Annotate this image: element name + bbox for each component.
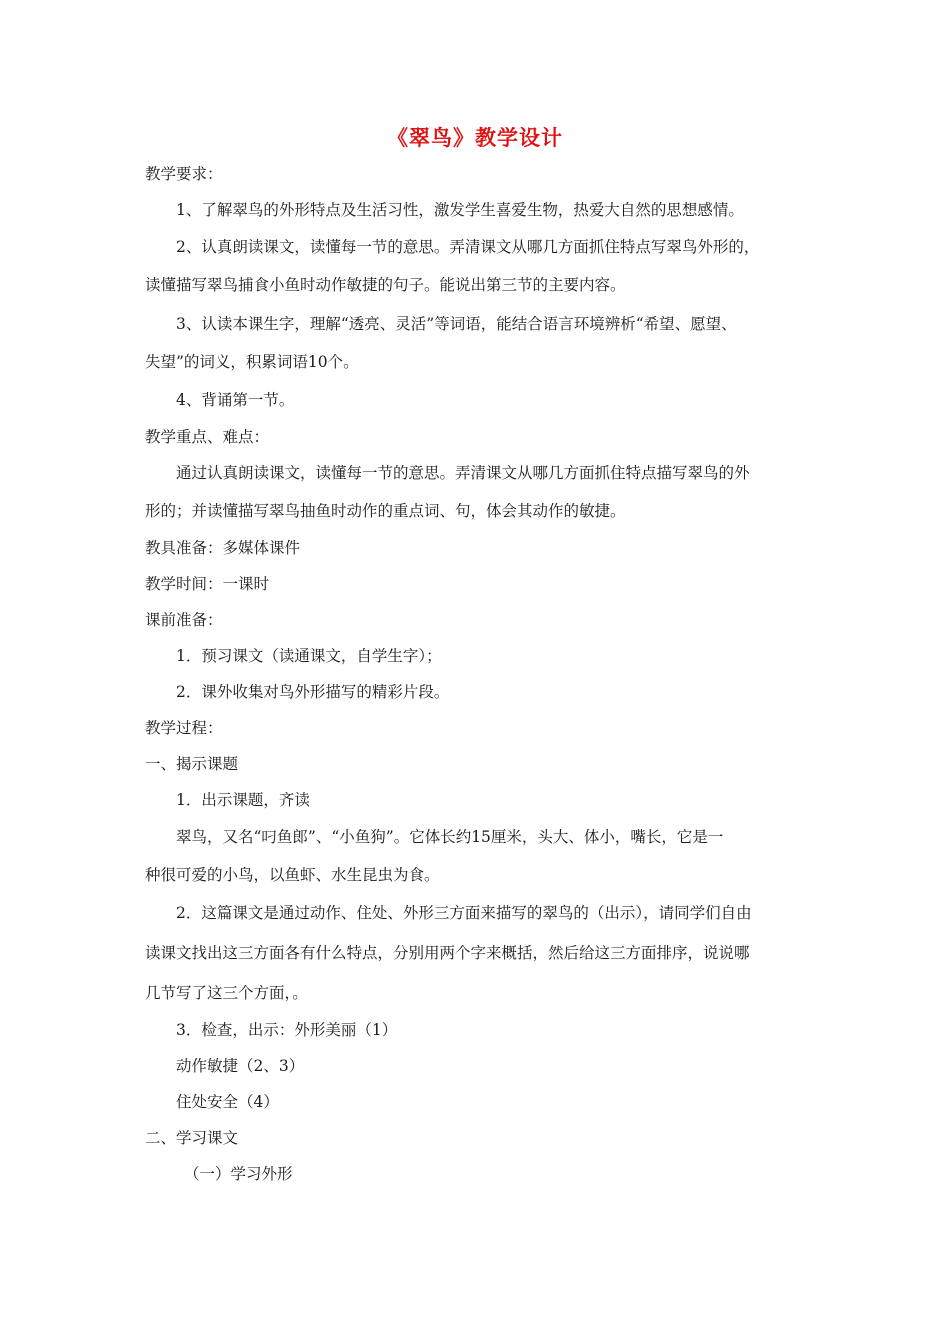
- paragraph-continuation: 几节写了这三个方面，。: [145, 984, 308, 1002]
- list-item: 1．预习课文（读通课文，自学生字）；: [176, 647, 442, 665]
- paragraph: 翠鸟，又名“叼鱼郎”、“小鱼狗”。它体长约15厘米，头大、体小，嘴长，它是一: [176, 828, 724, 846]
- paragraph: 3、认读本课生字，理解“透亮、灵活”等词语，能结合语言环境辨析“希望、愿望、: [176, 315, 737, 333]
- teaching-time-line: 教学时间：一课时: [145, 575, 270, 593]
- section-heading-key-points: 教学重点、难点：: [145, 428, 270, 446]
- list-item: 动作敏捷（2、3）: [176, 1057, 305, 1075]
- paragraph: 4、背诵第一节。: [176, 391, 295, 409]
- list-item: 1．出示课题，齐读: [176, 791, 310, 809]
- paragraph: 通过认真朗读课文，读懂每一节的意思。弄清课文从哪几方面抓住特点描写翠鸟的外: [176, 464, 750, 482]
- paragraph-continuation: 读课文找出这三方面各有什么特点，分别用两个字来概括，然后给这三方面排序，说说哪: [145, 944, 750, 962]
- paragraph-continuation: 形的；并读懂描写翠鸟抽鱼时动作的重点词、句，体会其动作的敏捷。: [145, 502, 626, 520]
- paragraph: 2．这篇课文是通过动作、住处、外形三方面来描写的翠鸟的（出示），请同学们自由: [176, 904, 752, 922]
- paragraph-continuation: 失望”的词义，积累词语10个。: [145, 353, 359, 371]
- paragraph: 2、认真朗读课文，读懂每一节的意思。弄清课文从哪几方面抓住特点写翠鸟外形的，: [176, 238, 760, 256]
- section-heading-part-one: 一、揭示课题: [145, 755, 239, 773]
- document-title: 《翠鸟》教学设计: [387, 125, 563, 150]
- paragraph-continuation: 种很可爱的小鸟，以鱼虾、水生昆虫为食。: [145, 866, 440, 884]
- paragraph: 1、了解翠鸟的外形特点及生活习性，激发学生喜爱生物，热爱大自然的思想感情。: [176, 201, 744, 219]
- list-item: 2．课外收集对鸟外形描写的精彩片段。: [176, 683, 450, 701]
- section-heading-process: 教学过程：: [145, 719, 223, 737]
- list-item: 住处安全（4）: [176, 1093, 279, 1111]
- paragraph-continuation: 读懂描写翠鸟捕食小鱼时动作敏捷的句子。能说出第三节的主要内容。: [145, 276, 626, 294]
- list-item: 3．检查，出示：外形美丽（1）: [176, 1021, 398, 1039]
- teaching-aids-line: 教具准备：多媒体课件: [145, 539, 301, 557]
- section-heading-requirements: 教学要求：: [145, 165, 223, 183]
- section-heading-preparation: 课前准备：: [145, 611, 223, 629]
- subsection-heading: （一）学习外形: [184, 1165, 293, 1183]
- section-heading-part-two: 二、学习课文: [145, 1129, 239, 1147]
